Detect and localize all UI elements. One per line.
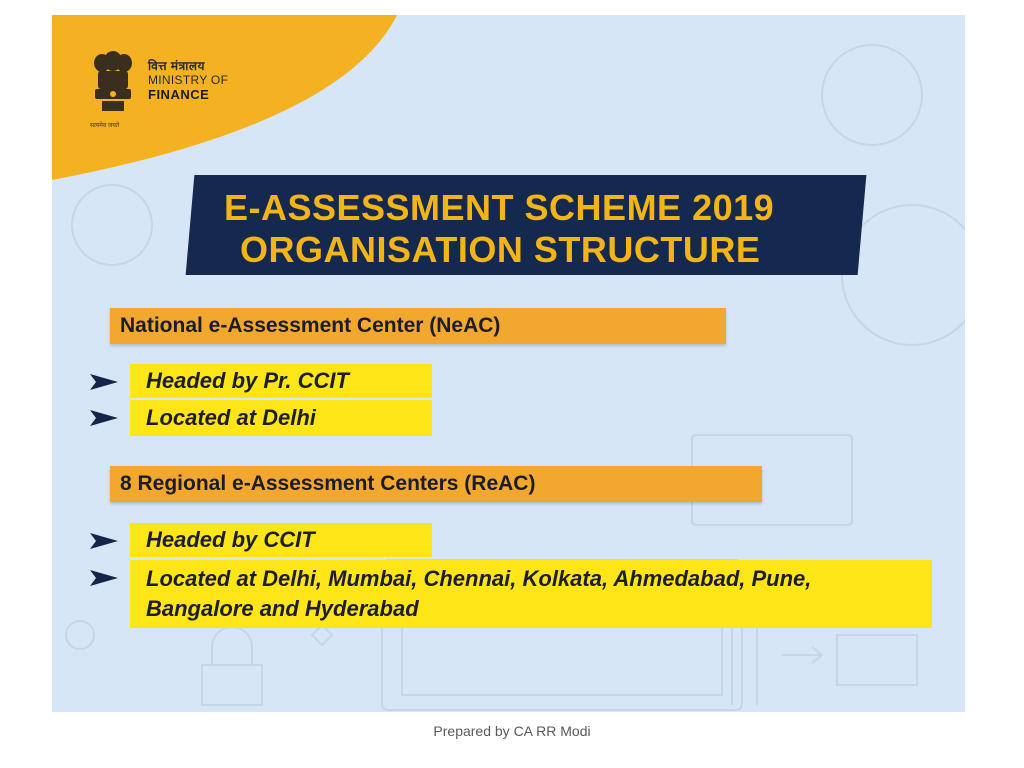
title-line-1: E-ASSESSMENT SCHEME 2019 <box>224 187 775 228</box>
bullet-item <box>90 523 432 557</box>
bullet-item <box>90 364 432 398</box>
footer-credit: Prepared by CA RR Modi <box>433 723 591 739</box>
arrow-bullet-icon <box>90 372 118 392</box>
bullet-text: Located at Delhi <box>130 400 432 436</box>
section-heading-neac: National e-Assessment Center (NeAC) <box>110 308 726 344</box>
arrow-bullet-icon <box>90 408 118 428</box>
logo-ministry-text: MINISTRY OF <box>148 73 229 87</box>
title-line-2: ORGANISATION STRUCTURE <box>240 229 761 270</box>
emblem-motto: सत्यमेव जयते <box>90 123 120 129</box>
bullet-text: Headed by Pr. CCIT <box>130 364 432 398</box>
arrow-bullet-icon <box>90 568 118 588</box>
logo-finance-text: FINANCE <box>148 87 210 102</box>
section-heading-reac: 8 Regional e-Assessment Centers (ReAC) <box>110 466 762 502</box>
bullet-text: Located at Delhi, Mumbai, Chennai, Kolkata, Ahmedabad, Pune, Bangalore and Hyderabad <box>130 560 932 628</box>
bullet-text: Headed by CCIT <box>130 523 432 557</box>
national-emblem-icon <box>90 51 136 119</box>
slide <box>52 15 965 712</box>
bullet-item <box>90 400 432 436</box>
ministry-logo <box>90 51 260 131</box>
arrow-bullet-icon <box>90 531 118 551</box>
bullet-item <box>90 560 932 628</box>
logo-hindi-text: वित्त मंत्रालय <box>148 59 205 73</box>
